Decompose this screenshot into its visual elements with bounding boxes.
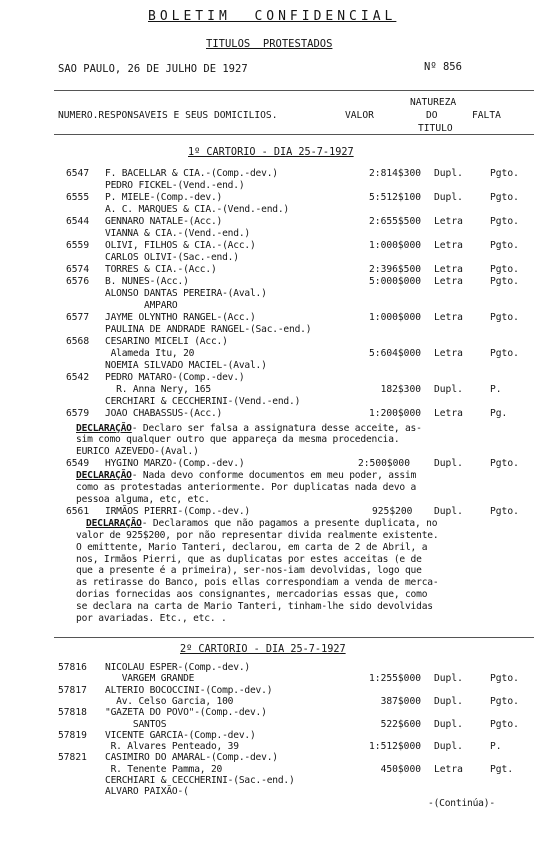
cartorio-2-heading: 2º CARTORIO - DIA 25-7-1927 — [180, 644, 346, 655]
entry-number: 6542 — [66, 372, 90, 383]
declaration-3-line-1: - Declaramos que não pagamos a presente duplicata, no — [141, 518, 438, 529]
entry-natureza: Dupl. — [434, 168, 463, 179]
bulletin-number: Nº 856 — [424, 61, 462, 73]
entry-responsavel: SANTOS — [105, 718, 167, 730]
entry-valor: 5:512$100 — [369, 192, 421, 203]
entry-number: 6576 — [66, 276, 90, 287]
entry-valor: 1:200$000 — [369, 408, 421, 419]
declaration-3 — [86, 518, 437, 529]
cartorio-1-line — [0, 384, 554, 395]
entry-number: 6547 — [66, 168, 90, 179]
entry-responsavel: IRMÃOS PIERRI-(Comp.-dev.) — [105, 506, 250, 517]
date-line: SAO PAULO, 26 DE JULHO DE 1927 — [58, 63, 248, 75]
entry-responsavel: NOEMIA SILVADO MACIEL-(Aval.) — [105, 360, 267, 371]
entry-responsavel: NICOLAU ESPER-(Comp.-dev.) — [105, 662, 250, 673]
cartorio-1-line — [0, 204, 554, 215]
cartorio-1-line — [0, 252, 554, 263]
entry-responsavel: R. Alvares Penteado, 39 — [105, 741, 239, 753]
entry-6568 — [0, 336, 554, 347]
declaration-2-line-3: pessoa alguma, etc, etc. — [76, 494, 210, 505]
declaration-3-line-4: nos, Irmãos Pierri, que as duplicatas por estes acceitas (e de — [76, 553, 422, 565]
entry-valor: 2:655$500 — [369, 216, 421, 227]
entry-natureza: Dupl. — [434, 506, 463, 517]
entry-natureza: Letra — [434, 216, 463, 227]
cartorio-2-line — [0, 786, 554, 797]
declaration-1-line-2: sim como qualquer outro que appareça da mesma procedencia. — [76, 434, 400, 445]
column-header-natureza-2: DO — [426, 110, 438, 121]
entry-6547 — [0, 168, 554, 179]
entry-responsavel: TORRES & CIA.-(Acc.) — [105, 264, 217, 275]
entry-responsavel: AMPARO — [105, 300, 178, 311]
cartorio-2-line — [0, 719, 554, 730]
entry-falta: Pgto. — [490, 506, 519, 517]
entry-6542 — [0, 372, 554, 383]
entry-responsavel: CARLOS OLIVI-(Sac.-end.) — [105, 252, 239, 263]
entry-natureza: Dupl. — [434, 458, 463, 469]
entry-valor: 5:000$000 — [369, 276, 421, 287]
entry-falta: Pgto. — [490, 264, 519, 275]
entry-responsavel: ALTERIO BOCOCCINI-(Comp.-dev.) — [105, 684, 273, 696]
entry-number: 57816 — [58, 662, 87, 673]
cartorio-2-line — [0, 696, 554, 707]
entry-valor: 2:500$000 — [358, 458, 410, 469]
entry-responsavel: ALONSO DANTAS PEREIRA-(Aval.) — [105, 288, 267, 299]
entry-responsavel: Alameda Itu, 20 — [105, 348, 195, 359]
bulletin-subtitle: TITULOS PROTESTADOS — [206, 38, 333, 50]
entry-falta: Pgto. — [490, 240, 519, 251]
entry-valor: 925$200 — [372, 506, 413, 517]
entry-responsavel: CERCHIARI & CECCHERINI-(Sac.-end.) — [105, 775, 295, 786]
entry-falta: Pgto. — [490, 168, 519, 179]
declaration-2 — [76, 470, 416, 481]
entry-6577 — [0, 312, 554, 323]
entry-valor: 387$000 — [380, 695, 421, 707]
declaration-3-line-6: as retirasse do Banco, pois ellas correspondiam a venda de merca- — [76, 577, 439, 589]
entry-falta: Pgto. — [490, 673, 519, 685]
entry-valor: 182$300 — [380, 384, 421, 395]
entry-natureza: Dupl. — [434, 384, 463, 395]
cartorio-2-line — [0, 775, 554, 786]
entry-number: 6549 — [66, 458, 90, 469]
entry-number: 6568 — [66, 336, 90, 347]
entry-valor: 1:000$000 — [369, 240, 421, 251]
entry-falta: Pgto. — [490, 695, 519, 707]
entry-57817 — [0, 685, 554, 696]
entry-number: 6544 — [66, 216, 90, 227]
entry-falta: P. — [490, 384, 502, 395]
declaration-1-line-1: - Declaro ser falsa a assignatura desse acceite, as- — [131, 423, 422, 434]
entry-natureza: Dupl. — [434, 718, 463, 730]
entry-responsavel: P. MIELE-(Comp.-dev.) — [105, 192, 223, 203]
entry-responsavel: B. NUNES-(Acc.) — [105, 276, 189, 287]
entry-responsavel: PAULINA DE ANDRADE RANGEL-(Sac.-end.) — [105, 324, 312, 335]
declaration-1 — [76, 423, 422, 434]
entry-6576 — [0, 276, 554, 287]
entry-responsavel: CERCHIARI & CECCHERINI-(Vend.-end.) — [105, 396, 301, 407]
declaration-3-line-8: se declara na carta de Mario Tanteri, tinham-lhe sido devolvidas — [76, 600, 433, 612]
entry-falta: Pg. — [490, 408, 508, 419]
declaration-3-label: DECLARAÇÃO — [86, 518, 142, 529]
declaration-1-label: DECLARAÇÃO — [76, 423, 132, 434]
entry-valor: 522$600 — [380, 718, 421, 730]
entry-responsavel: R. Tenente Pamma, 20 — [105, 763, 223, 775]
entry-natureza: Letra — [434, 264, 463, 275]
entry-responsavel: "GAZETA DO POVO"-(Comp.-dev.) — [105, 707, 267, 719]
entry-number: 6559 — [66, 240, 90, 251]
cartorio-1-heading: 1º CARTORIO - DIA 25-7-1927 — [188, 147, 354, 158]
declaration-3-line-3: O emittente, Mario Tanteri, declarou, em carta de 2 de Abril, a — [76, 541, 428, 553]
entry-6549 — [0, 458, 554, 469]
declaration-3-line-7: dorias fornecidas aos consignantes, mercadorias essas que, como — [76, 589, 428, 600]
entry-falta: Pgto. — [490, 312, 519, 323]
entry-valor: 1:000$000 — [369, 312, 421, 323]
cartorio-2-line — [0, 741, 554, 752]
entry-number: 57817 — [58, 684, 87, 696]
continua-note: -(Continúa)- — [428, 798, 495, 809]
entry-valor: 450$000 — [380, 763, 421, 775]
entry-valor: 2:814$300 — [369, 168, 421, 179]
declaration-2-line-2: como as protestadas anteriormente. Por duplicatas nada devo a — [76, 482, 417, 493]
entry-6561 — [0, 506, 554, 517]
declaration-2-label: DECLARAÇÃO — [76, 470, 132, 481]
entry-falta: Pgto. — [490, 348, 519, 359]
entry-number: 6561 — [66, 506, 90, 517]
declaration-3-line-2: valor de 925$200, por não representar divida realmente existente. — [76, 530, 439, 541]
entry-falta: Pgto. — [490, 216, 519, 227]
declaration-3-line-5: que a presente é a primeira), ser-nos-iam devolvidas, logo que — [76, 565, 422, 577]
entry-natureza: Letra — [434, 276, 463, 287]
cartorio-1-line — [0, 396, 554, 407]
column-header-falta: FALTA — [472, 110, 501, 121]
entry-responsavel: CESARINO MICELI (Acc.) — [105, 336, 228, 347]
cartorio-1-line — [0, 360, 554, 371]
entry-responsavel: GENNARO NATALE-(Acc.) — [105, 216, 223, 227]
entry-falta: Pgto. — [490, 458, 519, 469]
entry-falta: Pgto. — [490, 276, 519, 287]
entry-natureza: Dupl. — [434, 741, 463, 753]
entry-responsavel: VARGEM GRANDE — [105, 673, 195, 685]
entry-responsavel: F. BACELLAR & CIA.-(Comp.-dev.) — [105, 168, 278, 179]
entry-6574 — [0, 264, 554, 275]
entry-57821 — [0, 752, 554, 763]
entry-valor: 1:512$000 — [369, 741, 421, 753]
entry-number: 6577 — [66, 312, 90, 323]
entry-6559 — [0, 240, 554, 251]
entry-natureza: Dupl. — [434, 192, 463, 203]
column-header-valor: VALOR — [345, 110, 374, 121]
entry-falta: Pgt. — [490, 763, 514, 775]
cartorio-1-line — [0, 324, 554, 335]
column-header-natureza-3: TITULO — [418, 123, 453, 134]
entry-responsavel: ALVARO PAIXÃO-( — [105, 786, 189, 798]
entry-responsavel: PEDRO MATARO-(Comp.-dev.) — [105, 372, 245, 383]
cartorio-1-line — [0, 348, 554, 359]
header-rule-top — [54, 90, 534, 91]
cartorio-1-line — [0, 300, 554, 311]
entry-57818 — [0, 707, 554, 718]
cartorio-1-line — [0, 288, 554, 299]
entry-natureza: Letra — [434, 763, 463, 775]
entry-number: 57819 — [58, 729, 87, 741]
declaration-2-line-1: - Nada devo conforme documentos em meu poder, assim — [131, 470, 417, 481]
entry-number: 57821 — [58, 752, 87, 764]
section-rule — [54, 637, 534, 638]
entry-57819 — [0, 730, 554, 741]
entry-natureza: Dupl. — [434, 673, 463, 685]
entry-natureza: Letra — [434, 240, 463, 251]
entry-falta: P. — [490, 741, 502, 753]
entry-responsavel: OLIVI, FILHOS & CIA.-(Acc.) — [105, 240, 256, 251]
entry-valor: 5:604$000 — [369, 348, 421, 359]
declaration-3-line-9: por avariadas. Etc., etc. . — [76, 612, 227, 624]
bulletin-title: BOLETIM CONFIDENCIAL — [148, 9, 397, 24]
column-header-natureza-1: NATUREZA — [410, 97, 457, 108]
entry-natureza: Letra — [434, 348, 463, 359]
entry-falta: Pgto. — [490, 192, 519, 203]
entry-responsavel: VIANNA & CIA.-(Vend.-end.) — [105, 228, 250, 239]
cartorio-1-line — [0, 228, 554, 239]
cartorio-2-line — [0, 764, 554, 775]
entry-valor: 1:255$000 — [369, 673, 421, 685]
entry-number: 6555 — [66, 192, 90, 203]
entry-6555 — [0, 192, 554, 203]
entry-6579 — [0, 408, 554, 419]
column-header-responsaveis: NUMERO.RESPONSAVEIS E SEUS DOMICILIOS. — [58, 110, 278, 121]
declaration-1-aval: EURICO AZEVEDO-(Aval.) — [76, 446, 199, 457]
entry-responsavel: R. Anna Nery, 165 — [105, 384, 211, 395]
entry-falta: Pgto. — [490, 718, 519, 730]
entry-valor: 2:396$500 — [369, 264, 421, 275]
header-rule-bottom — [54, 134, 534, 135]
entry-responsavel: Av. Celso Garcia, 100 — [105, 695, 234, 707]
entry-natureza: Dupl. — [434, 695, 463, 707]
entry-responsavel: A. C. MARQUES & CIA.-(Vend.-end.) — [105, 204, 290, 215]
entry-57816 — [0, 662, 554, 673]
entry-responsavel: JOAO CHABASSUS-(Acc.) — [105, 408, 223, 419]
entry-responsavel: VICENTE GARCIA-(Comp.-dev.) — [105, 729, 256, 741]
cartorio-2-line — [0, 673, 554, 684]
entry-natureza: Letra — [434, 312, 463, 323]
entry-6544 — [0, 216, 554, 227]
entry-responsavel: PEDRO FICKEL-(Vend.-end.) — [105, 180, 245, 191]
entry-natureza: Letra — [434, 408, 463, 419]
cartorio-1-line — [0, 180, 554, 191]
entry-number: 57818 — [58, 707, 87, 719]
entry-responsavel: HYGINO MARZO-(Comp.-dev.) — [105, 458, 245, 469]
entry-responsavel: JAYME OLYNTHO RANGEL-(Acc.) — [105, 312, 256, 323]
entry-number: 6579 — [66, 408, 90, 419]
entry-responsavel: CASIMIRO DO AMARAL-(Comp.-dev.) — [105, 752, 278, 764]
entry-number: 6574 — [66, 264, 90, 275]
